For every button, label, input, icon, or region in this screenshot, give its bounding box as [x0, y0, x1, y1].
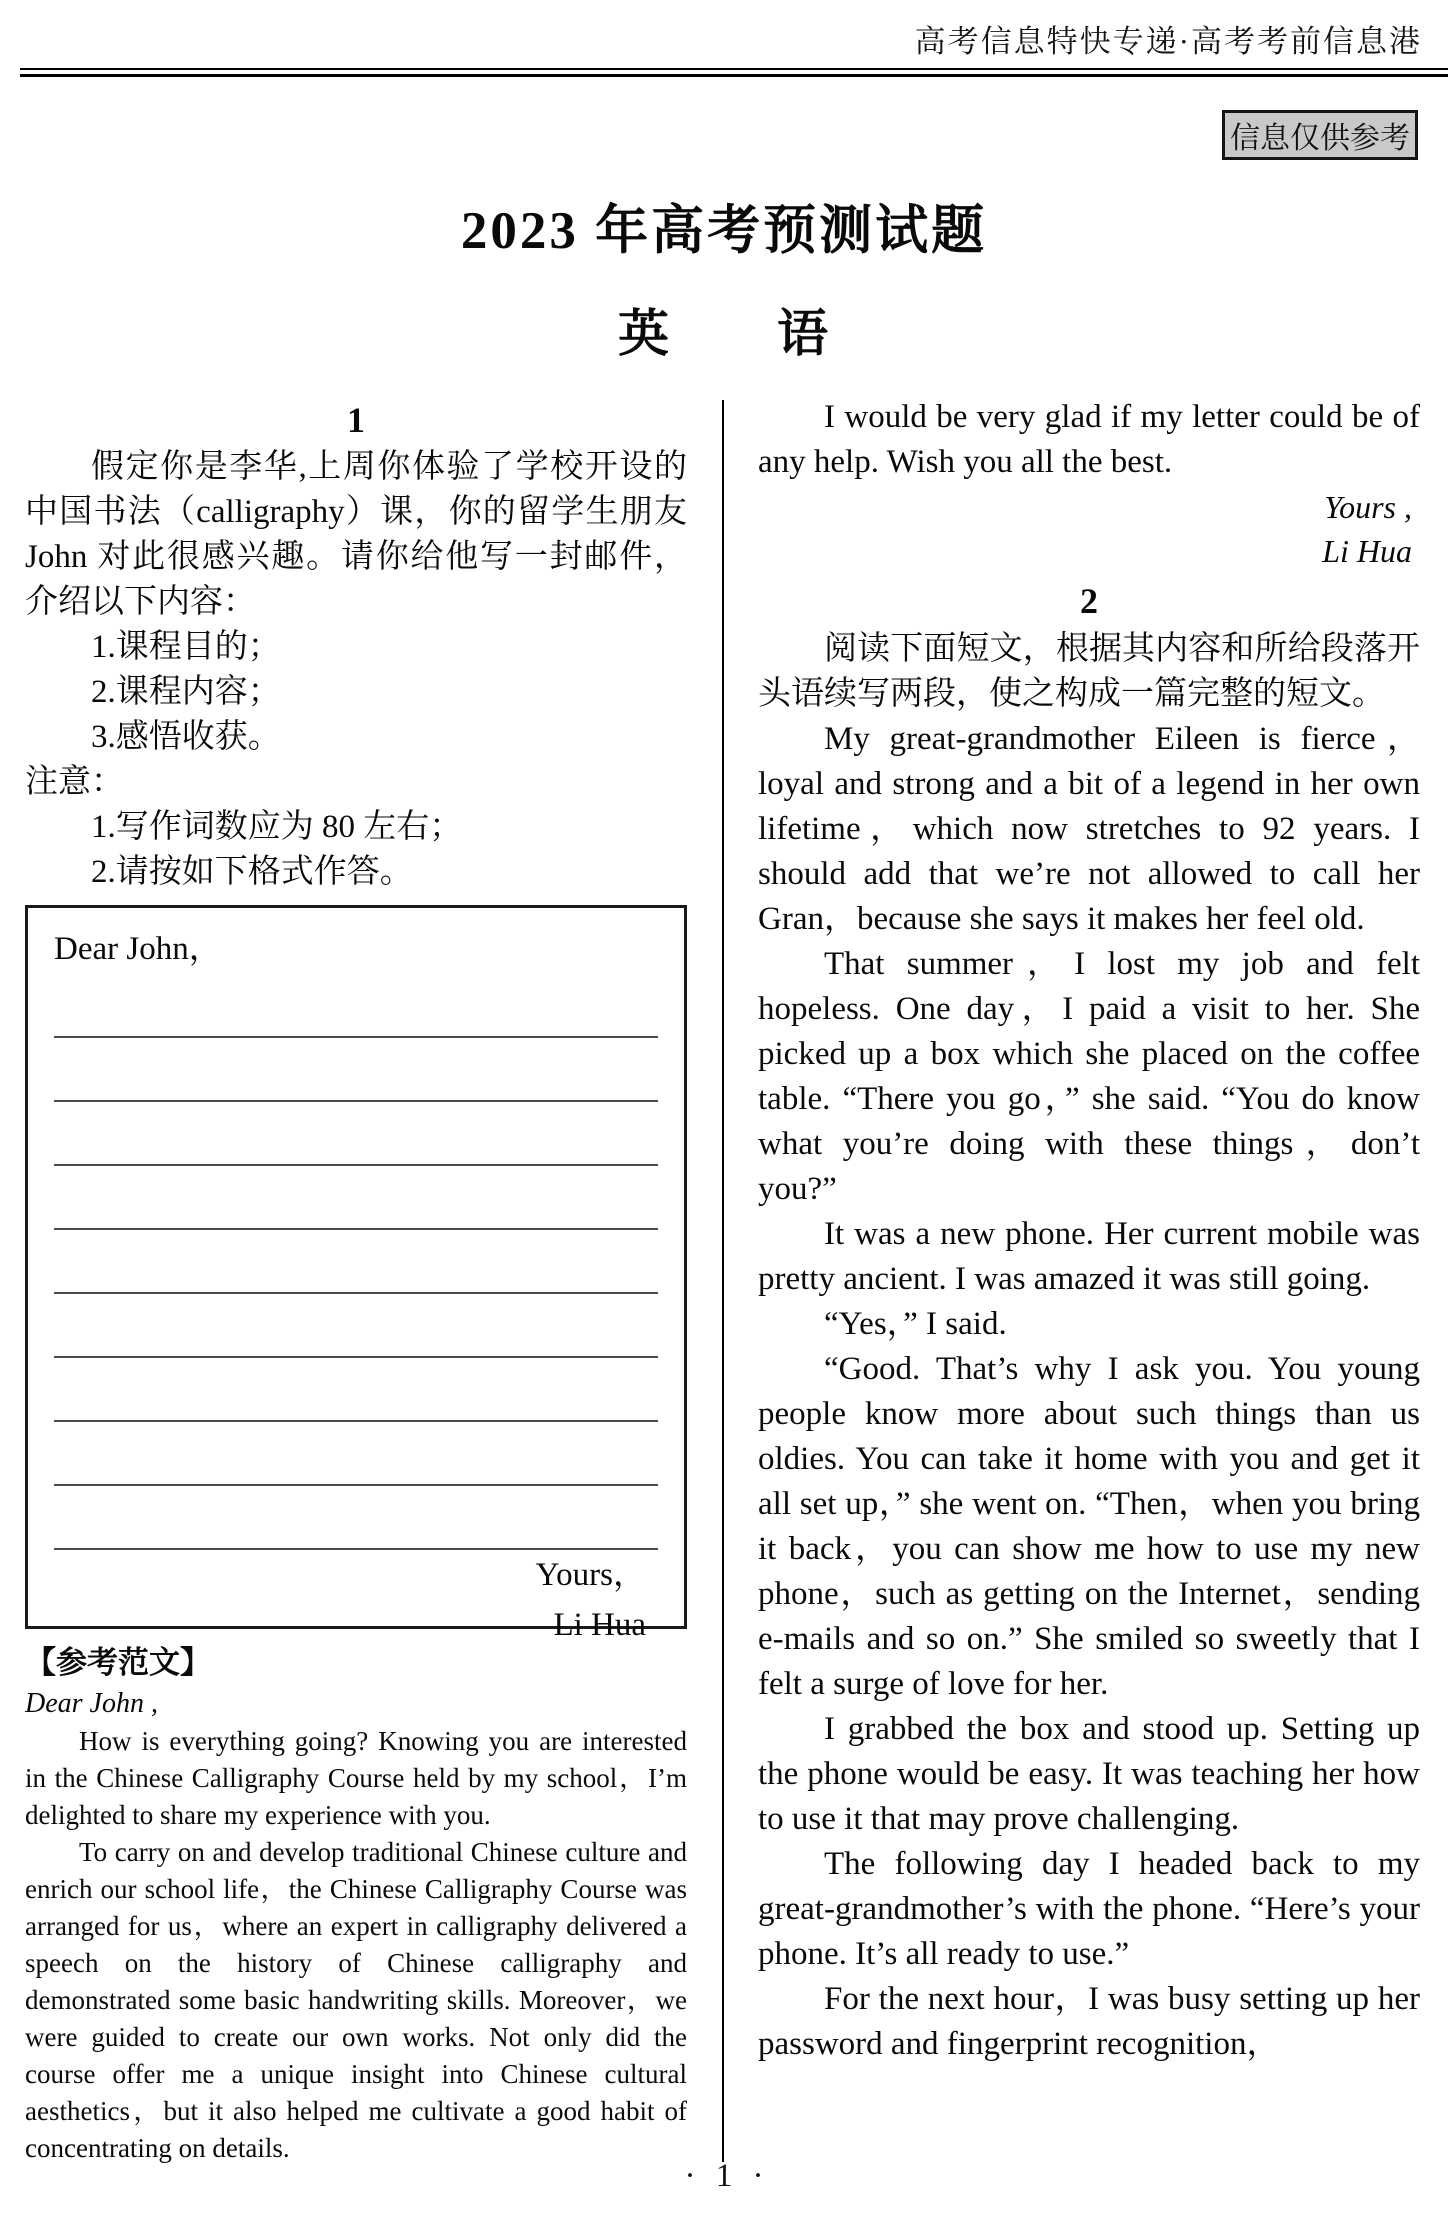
answer-blank-line: [54, 1038, 658, 1102]
passage-paragraph: “Good. That’s why I ask you. You young people know more about such things than us oldies. You can take it home with you and get it all set up，” she went on. “Then，when you bring it back，you can show me how to use my new phone，such as getting on the Internet，sending e-mails and so on.” She smiled so sweetly that I felt a surge of love for her.: [758, 1351, 1420, 1702]
notice-label: 注意：: [25, 764, 124, 800]
sample-paragraph: To carry on and develop traditional Chinese culture and enrich our school life，the Chinese Calligraphy Course was arranged for us，where an expert in calligraphy delivered a speech on the history of Chinese calligraphy and demonstrated some basic handwriting skills. Moreover，we were guided to create our own works. Not only did the course offer me a unique insight into Chinese cultural aesthetics，but it also helped me cultivate a good habit of concentrating on details.: [25, 1837, 687, 2163]
notice-item: 2.请按如下格式作答。: [91, 854, 413, 890]
reference-only-badge: 信息仅供参考: [1222, 110, 1418, 160]
letter-signature: Li Hua: [553, 1607, 646, 1643]
answer-blank-line: [54, 1294, 658, 1358]
sample-closing: Yours ,: [1324, 489, 1412, 525]
question1-notices: [25, 805, 687, 895]
passage-paragraph: “Yes，” I said.: [824, 1306, 1007, 1342]
answer-letter-box: [25, 905, 687, 1643]
masthead-text: 高考信息特快专递·高考考前信息港: [914, 24, 1422, 59]
question1-number: 1: [347, 400, 365, 440]
sample-signature: Li Hua: [1322, 533, 1412, 569]
answer-blank-line: [54, 1102, 658, 1166]
sample-paragraph: How is everything going? Knowing you are interested in the Chinese Calligraphy Course held by my school，I’m delighted to share my experience with you.: [25, 1726, 687, 1830]
point-item: 2.课程内容；: [91, 674, 281, 710]
sample-salutation: Dear John ,: [25, 1688, 158, 1719]
header-divider-rule: [20, 68, 1448, 77]
point-item: 1.课程目的；: [91, 629, 281, 665]
paper-title: 2023 年高考预测试题: [460, 202, 988, 260]
sample-essay-label: 【参考范文】: [25, 1645, 211, 1680]
answer-blank-line: [54, 1486, 658, 1550]
passage-paragraph: For the next hour，I was busy setting up her password and fingerprint recognition，: [758, 1981, 1420, 2062]
question1-points: [25, 625, 687, 760]
column-divider: [722, 400, 724, 2162]
point-item: 3.感悟收获。: [91, 719, 281, 755]
passage-paragraph: I grabbed the box and stood up. Setting up the phone would be easy. It was teaching her how to use it that may prove challenging.: [758, 1711, 1420, 1837]
passage-paragraph: That summer，I lost my job and felt hopeless. One day，I paid a visit to her. She picked up a box which she placed on the coffee table. “There you go，” she said. “You do know what you’re doing with these things，don’t you?”: [758, 946, 1420, 1207]
answer-blank-line: [54, 1230, 658, 1294]
subject-title: 英 语: [617, 307, 830, 363]
sample-essay: [25, 1685, 687, 2167]
notice-item: 1.写作词数应为 80 左右；: [91, 809, 463, 845]
letter-closing: Yours，: [535, 1557, 646, 1593]
left-column: [25, 395, 687, 2167]
passage-paragraph: My great-grandmother Eileen is fierce，loyal and strong and a bit of a legend in her own lifetime，which now stretches to 92 years. I should add that we’re not allowed to call her Gran，because she says it makes her feel old.: [758, 721, 1420, 937]
page-number: · 1 ·: [684, 2158, 764, 2194]
passage-paragraph: It was a new phone. Her current mobile was pretty ancient. I was amazed it was still going.: [758, 1216, 1420, 1297]
question2-intro: 阅读下面短文，根据其内容和所给段落开头语续写两段，使之构成一篇完整的短文。: [758, 631, 1420, 712]
question2-number: 2: [1080, 581, 1098, 621]
sample-closing-block: [758, 485, 1420, 573]
sample-carryover-paragraph: I would be very glad if my letter could be of any help. Wish you all the best.: [758, 399, 1420, 480]
right-column: [758, 395, 1420, 2067]
question1-intro: 假定你是李华,上周你体验了学校开设的中国书法（calligraphy）课，你的留学生朋友 John 对此很感兴趣。请你给他写一封邮件，介绍以下内容：: [25, 449, 687, 620]
answer-blank-line: [54, 1422, 658, 1486]
answer-blank-line: [54, 1358, 658, 1422]
answer-blank-line: [54, 974, 658, 1038]
answer-blank-line: [54, 1166, 658, 1230]
letter-salutation: Dear John，: [54, 931, 222, 967]
passage-paragraph: The following day I headed back to my great-grandmother’s with the phone. “Here’s your phone. It’s all ready to use.”: [758, 1846, 1420, 1972]
letter-closing-block: [54, 1550, 658, 1650]
